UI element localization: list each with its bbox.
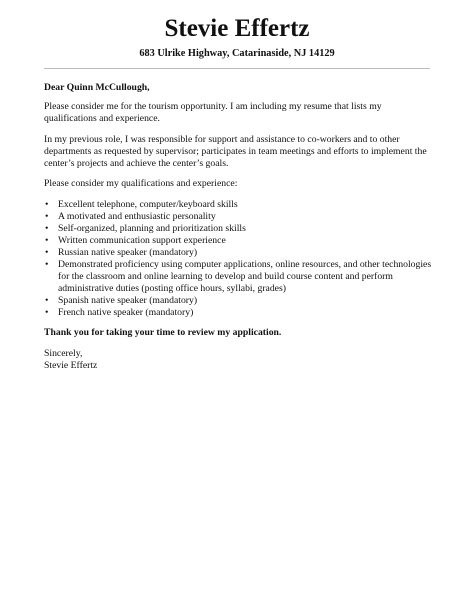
list-item: • Excellent telephone, computer/keyboard skills xyxy=(44,199,434,211)
applicant-address: 683 Ulrike Highway, Catarinaside, NJ 14129 xyxy=(139,48,335,59)
list-item: • A motivated and enthusiastic personality xyxy=(44,211,434,223)
list-item: • French native speaker (mandatory) xyxy=(44,307,434,319)
salutation: Dear Quinn McCullough, xyxy=(44,82,150,93)
signoff: Sincerely, xyxy=(44,348,83,360)
header-divider xyxy=(44,68,430,69)
list-item: • Self-organized, planning and prioritization skills xyxy=(44,223,434,235)
signature: Stevie Effertz xyxy=(44,360,98,372)
closing-statement: Thank you for taking your time to review my application. xyxy=(44,327,282,339)
qualifications-list xyxy=(44,199,434,318)
list-item: • Russian native speaker (mandatory) xyxy=(44,247,434,259)
list-item: • Written communication support experience xyxy=(44,235,434,247)
experience-paragraph: In my previous role, I was responsible for support and assistance to co-workers and to other departments as requested by supervisor; participates in team meetings and efforts to implement the center’s projects and achieve the center’s goals. xyxy=(44,133,427,169)
letter-body xyxy=(44,82,434,372)
intro-paragraph: Please consider me for the tourism opportunity. I am including my resume that lists my qualifications and experience. xyxy=(44,100,382,124)
qualifications-intro: Please consider my qualifications and experience: xyxy=(44,178,238,190)
list-item: • Spanish native speaker (mandatory) xyxy=(44,295,434,307)
applicant-name: Stevie Effertz xyxy=(164,15,310,42)
list-item: • Demonstrated proficiency using computer applications, online resources, and other technologies for the classroom and online learning to develop and build course content and perform administrative duties (posting office hours, syllabi, grades) xyxy=(44,259,434,295)
